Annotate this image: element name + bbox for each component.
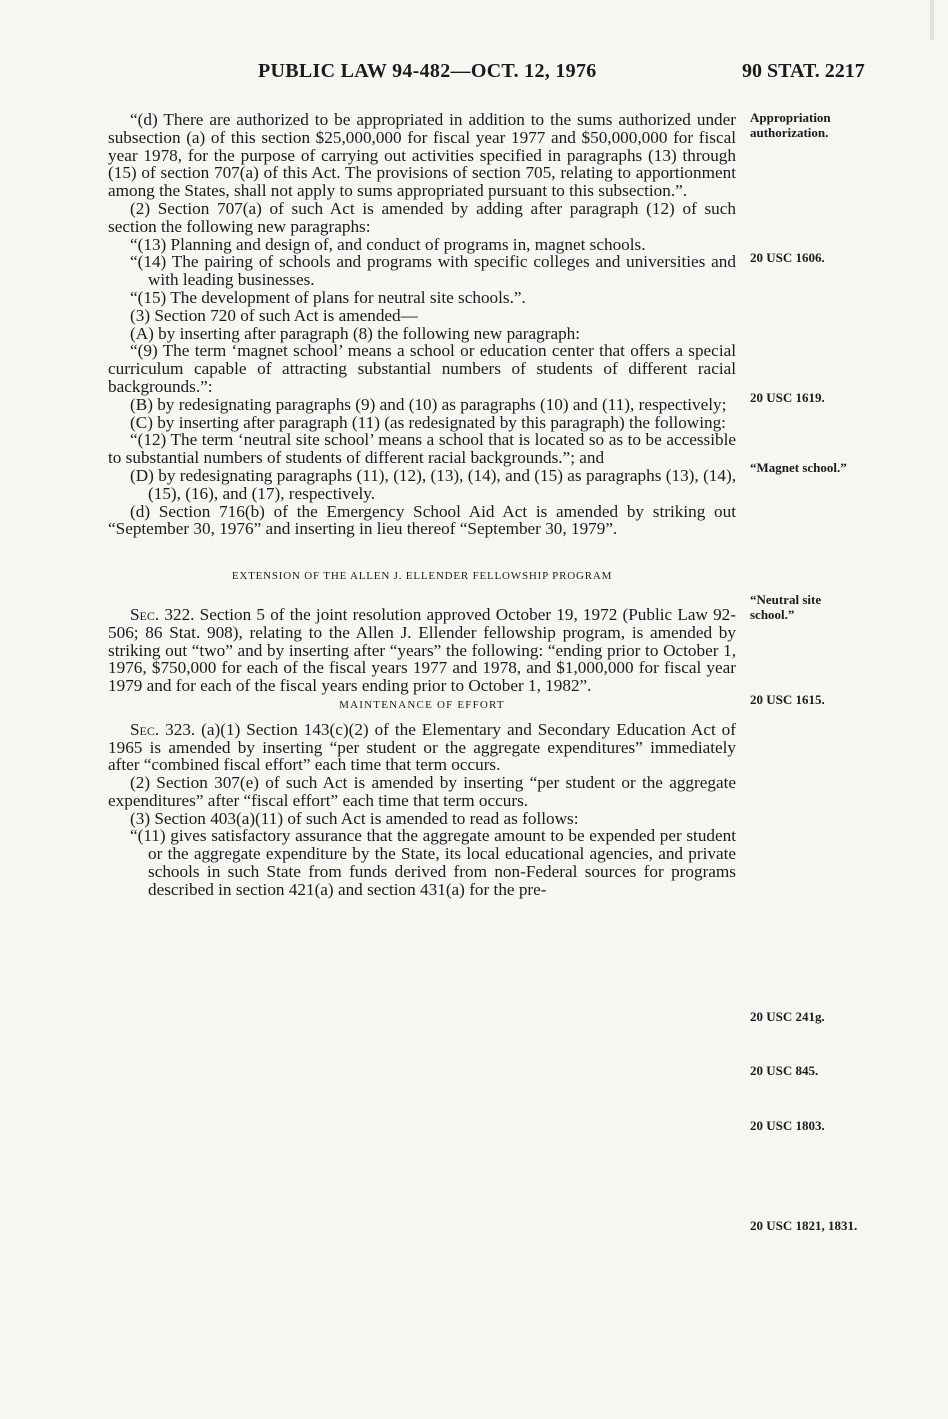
margin-note-appropriation: Appropriation authorization.: [750, 110, 831, 140]
paragraph-b: (B) by redesignating paragraphs (9) and (10) as paragraphs (10) and (11), respectively;: [130, 394, 727, 414]
paragraph-d: “(d) There are authorized to be appropriated in addition to the sums authorized under subsection (a) of this section $25,000,000 for fiscal year 1977 and $50,000,000 for fiscal year 1978, for the purpose of carrying out activities specified in paragraphs (13) through (15) of section 707(a) of this Act. The provisions of section 705, relating to apportionment among the States, shall not apply to sums appropriated pursuant to this subsection.”.: [108, 110, 736, 201]
page-header-stat: 90 STAT. 2217: [742, 60, 865, 82]
paragraph-15: “(15) The development of plans for neutral site schools.”.: [130, 287, 526, 307]
margin-note-magnet-school: “Magnet school.”: [750, 460, 847, 475]
section-322: [108, 606, 736, 695]
page-header-title: PUBLIC LAW 94-482—OCT. 12, 1976: [258, 60, 597, 82]
heading-ellender: EXTENSION OF THE ALLEN J. ELLENDER FELLOWSHIP PROGRAM: [231, 570, 613, 583]
paragraph-12: “(12) The term ‘neutral site school’ means a school that is located so as to be accessible to substantial numbers of students of different racial backgrounds.”; and: [108, 430, 736, 468]
paragraph-a: (A) by inserting after paragraph (8) the following new paragraph:: [130, 323, 581, 343]
paragraph-9: “(9) The term ‘magnet school’ means a school or education center that offers a special curriculum capable of attracting substantial numbers of students of different racial backgrounds.”:: [108, 341, 736, 396]
paragraph-403a: (3) Section 403(a)(11) of such Act is amended to read as follows:: [130, 808, 579, 828]
paragraph-13: “(13) Planning and design of, and conduct of programs in, magnet schools.: [130, 234, 646, 254]
paragraph-3: (3) Section 720 of such Act is amended—: [130, 305, 418, 325]
paragraph-716b: (d) Section 716(b) of the Emergency School Aid Act is amended by striking out “September 30, 1976” and inserting in lieu thereof “September 30, 1979”.: [108, 501, 736, 539]
paragraph-11: “(11) gives satisfactory assurance that the aggregate amount to be expended per student or the aggregate expenditure by the State, its local educational agencies, and private schools in such State from funds derived from non-Federal sources for programs described in section 421(a) and section 431(a) for the pre-: [130, 826, 736, 899]
section-322-label: Sec. 322.: [130, 604, 195, 624]
heading-maintenance-of-effort: MAINTENANCE OF EFFORT: [339, 698, 505, 711]
paragraph-c: (C) by inserting after paragraph (11) (as redesignated by this paragraph) the following:: [130, 412, 726, 432]
margin-note-1606: 20 USC 1606.: [750, 250, 825, 265]
margin-note-neutral-site-school: “Neutral site school.”: [750, 592, 822, 622]
margin-note-241g: 20 USC 241g.: [750, 1009, 825, 1024]
scan-edge-mark: [930, 0, 934, 40]
paragraph-307e: (2) Section 307(e) of such Act is amended by inserting “per student or the aggregate expenditures” after “fiscal effort” each time that term occurs.: [108, 773, 736, 810]
margin-note-1615: 20 USC 1615.: [750, 692, 825, 707]
section-323-label: Sec. 323.: [130, 719, 196, 739]
body-text: [108, 111, 736, 899]
paragraph-2: (2) Section 707(a) of such Act is amended by adding after paragraph (12) of such section the following new paragraphs:: [108, 198, 736, 236]
margin-note-1619: 20 USC 1619.: [750, 390, 825, 405]
section-322-text: Section 5 of the joint resolution approved October 19, 1972 (Public Law 92-506; 86 Stat. 908), relating to the Allen J. Ellender fellowship program, is amended by striking out “two” and by inserting after “years” the following: “ending prior to October 1, 1976, $750,000 for each of the fiscal years 1977 and 1978, and $1,000,000 for fiscal year 1979 and for each of the fiscal years ending prior to October 1, 1982”.: [108, 604, 736, 696]
paragraph-14: “(14) The pairing of schools and programs with specific colleges and universities and with leading businesses.: [130, 252, 736, 290]
section-323-text: (a)(1) Section 143(c)(2) of the Elementary and Secondary Education Act of 1965 is amended by inserting “per student or the aggregate expenditures” immediately after “combined fiscal effort” each time that term occurs.: [108, 719, 736, 775]
paragraph-d-redesignate: (D) by redesignating paragraphs (11), (12), (13), (14), and (15) as paragraphs (13), (14), (15), (16), and (17), respectively.: [130, 465, 736, 503]
margin-note-1803: 20 USC 1803.: [750, 1118, 825, 1133]
margin-note-845: 20 USC 845.: [750, 1063, 819, 1078]
margin-note-1821-1831: 20 USC 1821, 1831.: [750, 1218, 858, 1233]
section-323: [108, 721, 736, 774]
